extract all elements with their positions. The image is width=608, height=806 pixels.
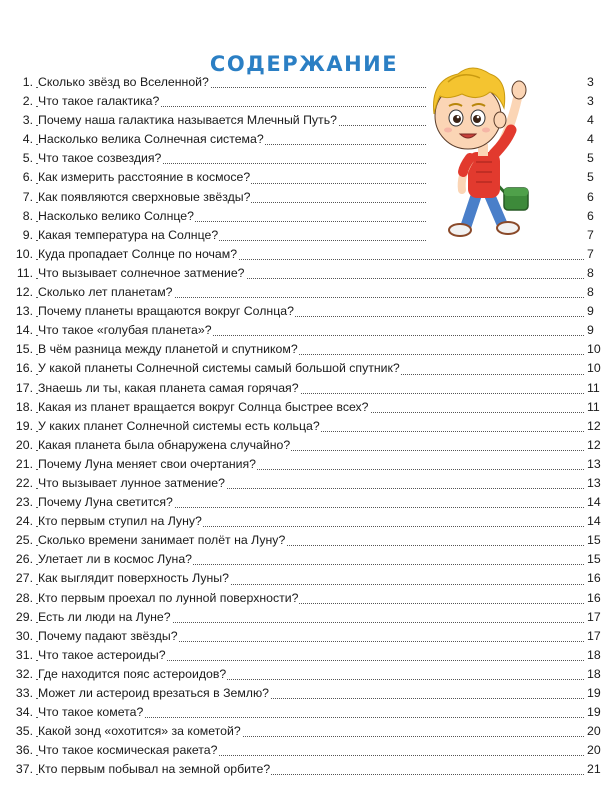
toc-entry-number: 10. <box>15 246 33 261</box>
toc-entry-title: Может ли астероид врезаться в Землю? <box>38 684 270 703</box>
toc-entry <box>0 493 608 512</box>
toc-entry-number: 7. <box>22 189 33 204</box>
toc-entry-number: 17. <box>15 380 33 395</box>
toc-entry <box>0 379 608 398</box>
toc-entry-number: 12. <box>15 285 33 300</box>
toc-entry-number: 19. <box>15 418 33 433</box>
toc-entry-number: 15. <box>15 342 33 357</box>
toc-entry-page: 20 <box>587 741 605 760</box>
toc-entry-page: 18 <box>587 646 605 665</box>
toc-entry-number: 21. <box>15 456 33 471</box>
toc-entry-page: 13 <box>587 455 605 474</box>
toc-entry <box>0 760 608 779</box>
toc-entry-number: 32. <box>15 666 33 681</box>
toc-entry-page: 10 <box>587 359 605 378</box>
toc-entry-title: Насколько велико Солнце? <box>38 207 195 226</box>
toc-entry-page: 14 <box>587 493 605 512</box>
toc-entry-page: 8 <box>587 264 605 283</box>
toc-entry-page: 6 <box>587 207 605 226</box>
page-title: СОДЕРЖАНИЕ <box>209 52 399 77</box>
toc-entry-page: 5 <box>587 168 605 187</box>
toc-entry-page: 18 <box>587 665 605 684</box>
toc-entry-number: 35. <box>15 724 33 739</box>
toc-entry-number: 9. <box>22 227 33 242</box>
toc-entry <box>0 684 608 703</box>
toc-entry-number: 34. <box>15 705 33 720</box>
toc-entry <box>0 569 608 588</box>
toc-entry-page: 16 <box>587 569 605 588</box>
toc-entry-page: 12 <box>587 436 605 455</box>
toc-entry-page: 17 <box>587 627 605 646</box>
toc-entry <box>0 722 608 741</box>
toc-entry-title: Кто первым ступил на Луну? <box>38 512 203 531</box>
toc-entry-number: 13. <box>15 304 33 319</box>
toc-entry-number: 31. <box>15 647 33 662</box>
toc-entry-number: 27. <box>15 571 33 586</box>
toc-entry <box>0 474 608 493</box>
toc-entry-number: 29. <box>15 609 33 624</box>
toc-entry-number: 22. <box>15 475 33 490</box>
toc-entry-page: 9 <box>587 302 605 321</box>
toc-entry-title: Насколько велика Солнечная система? <box>38 130 265 149</box>
toc-entry-page: 7 <box>587 226 605 245</box>
toc-entry-page: 10 <box>587 340 605 359</box>
toc-entry-title: Кто первым проехал по лунной поверхности? <box>38 589 299 608</box>
toc-entry <box>0 302 608 321</box>
cartoon-boy-illustration <box>418 50 546 242</box>
toc-entry <box>0 531 608 550</box>
toc-entry-title: Кто первым побывал на земной орбите? <box>38 760 271 779</box>
toc-entry <box>0 741 608 760</box>
toc-entry-number: 36. <box>15 743 33 758</box>
toc-entry-page: 4 <box>587 130 605 149</box>
toc-entry-number: 5. <box>22 151 33 166</box>
toc-entry-page: 6 <box>587 188 605 207</box>
toc-entry-page: 15 <box>587 531 605 550</box>
toc-entry <box>0 417 608 436</box>
toc-entry <box>0 512 608 531</box>
toc-entry-number: 20. <box>15 437 33 452</box>
toc-entry-title: В чём разница между планетой и спутником? <box>38 340 299 359</box>
toc-entry <box>0 436 608 455</box>
toc-entry-page: 13 <box>587 474 605 493</box>
toc-entry-number: 1. <box>22 75 33 89</box>
toc-entry-title: У каких планет Солнечной системы есть кольца? <box>38 417 321 436</box>
toc-entry-title: Куда пропадает Солнце по ночам? <box>38 245 238 264</box>
toc-entry-number: 23. <box>15 495 33 510</box>
toc-entry-title: Что такое галактика? <box>38 92 160 111</box>
toc-entry <box>0 550 608 569</box>
toc-entry <box>0 455 608 474</box>
toc-entry-page: 19 <box>587 703 605 722</box>
toc-entry-number: 26. <box>15 552 33 567</box>
toc-entry-title: Какая планета была обнаружена случайно? <box>38 436 291 455</box>
toc-entry-title: Как выглядит поверхность Луны? <box>38 569 230 588</box>
toc-entry-title: Улетает ли в космос Луна? <box>38 550 193 569</box>
toc-entry-title: Что такое космическая ракета? <box>38 741 218 760</box>
toc-entry-title: Почему наша галактика называется Млечный Путь? <box>38 111 338 130</box>
toc-entry-page: 7 <box>587 245 605 264</box>
toc-entry <box>0 245 608 264</box>
toc-entry-number: 11. <box>16 265 33 280</box>
toc-entry-title: Где находится пояс астероидов? <box>38 665 227 684</box>
toc-entry-page: 16 <box>587 589 605 608</box>
toc-entry-number: 14. <box>15 323 33 338</box>
toc-entry-number: 8. <box>22 208 33 223</box>
toc-entry-number: 18. <box>15 399 33 414</box>
toc-entry-number: 24. <box>15 514 33 529</box>
toc-entry-page: 8 <box>587 283 605 302</box>
toc-entry-title: Как измерить расстояние в космосе? <box>38 168 251 187</box>
toc-entry-page: 4 <box>587 111 605 130</box>
toc-entry-title: Сколько звёзд во Вселенной? <box>38 73 210 92</box>
toc-entry-title: Знаешь ли ты, какая планета самая горячая? <box>38 379 300 398</box>
toc-entry-number: 30. <box>15 628 33 643</box>
toc-entry-page: 21 <box>587 760 605 779</box>
toc-entry-page: 11 <box>587 398 605 417</box>
toc-entry <box>0 398 608 417</box>
toc-entry-page: 11 <box>587 379 605 398</box>
toc-entry-number: 4. <box>22 132 33 147</box>
toc-entry-title: Почему планеты вращаются вокруг Солнца? <box>38 302 295 321</box>
toc-entry <box>0 703 608 722</box>
toc-entry-title: Что вызывает лунное затмение? <box>38 474 226 493</box>
toc-entry-title: Какой зонд «охотится» за кометой? <box>38 722 242 741</box>
toc-entry-page: 3 <box>587 92 605 111</box>
toc-entry-page: 9 <box>587 321 605 340</box>
toc-entry <box>0 627 608 646</box>
toc-entry-page: 15 <box>587 550 605 569</box>
toc-entry <box>0 283 608 302</box>
toc-entry-number: 3. <box>22 113 33 128</box>
toc-entry <box>0 646 608 665</box>
toc-entry <box>0 589 608 608</box>
toc-entry-title: Почему Луна меняет свои очертания? <box>38 455 257 474</box>
toc-entry-title: Как появляются сверхновые звёзды? <box>38 188 251 207</box>
toc-entry <box>0 264 608 283</box>
toc-entry-page: 5 <box>587 149 605 168</box>
toc-entry-number: 37. <box>15 762 33 777</box>
toc-entry-number: 33. <box>15 686 33 700</box>
toc-entry-title: Почему падают звёзды? <box>38 627 179 646</box>
toc-entry-title: Что вызывает солнечное затмение? <box>38 264 246 283</box>
toc-entry-title: Какая из планет вращается вокруг Солнца быстрее всех? <box>38 398 370 417</box>
toc-entry-number: 25. <box>15 533 33 548</box>
toc-entry-number: 6. <box>22 170 33 185</box>
toc-entry-title: Почему Луна светится? <box>38 493 174 512</box>
toc-entry-page: 12 <box>587 417 605 436</box>
toc-entry-title: Что такое астероиды? <box>38 646 167 665</box>
toc-entry-title: Что такое «голубая планета»? <box>38 321 213 340</box>
toc-entry <box>0 359 608 378</box>
toc-entry-title: Что такое комета? <box>38 703 144 722</box>
toc-entry-page: 17 <box>587 608 605 627</box>
toc-entry-title: Сколько времени занимает полёт на Луну? <box>38 531 286 550</box>
toc-entry-page: 3 <box>587 73 605 92</box>
toc-entry-number: 2. <box>22 94 33 109</box>
toc-entry-page: 20 <box>587 722 605 741</box>
toc-entry-title: Что такое созвездия? <box>38 149 162 168</box>
toc-entry <box>0 321 608 340</box>
toc-entry-title: Есть ли люди на Луне? <box>38 608 172 627</box>
toc-entry-title: У какой планеты Солнечной системы самый большой спутник? <box>38 359 401 378</box>
toc-entry-number: 28. <box>15 590 33 605</box>
toc-entry-page: 19 <box>587 684 605 703</box>
toc-entry <box>0 665 608 684</box>
toc-entry-title: Какая температура на Солнце? <box>38 226 219 245</box>
toc-entry-page: 14 <box>587 512 605 531</box>
toc-entry-number: 16. <box>15 361 33 376</box>
toc-entry-title: Сколько лет планетам? <box>38 283 174 302</box>
toc-entry <box>0 608 608 627</box>
toc-entry <box>0 340 608 359</box>
